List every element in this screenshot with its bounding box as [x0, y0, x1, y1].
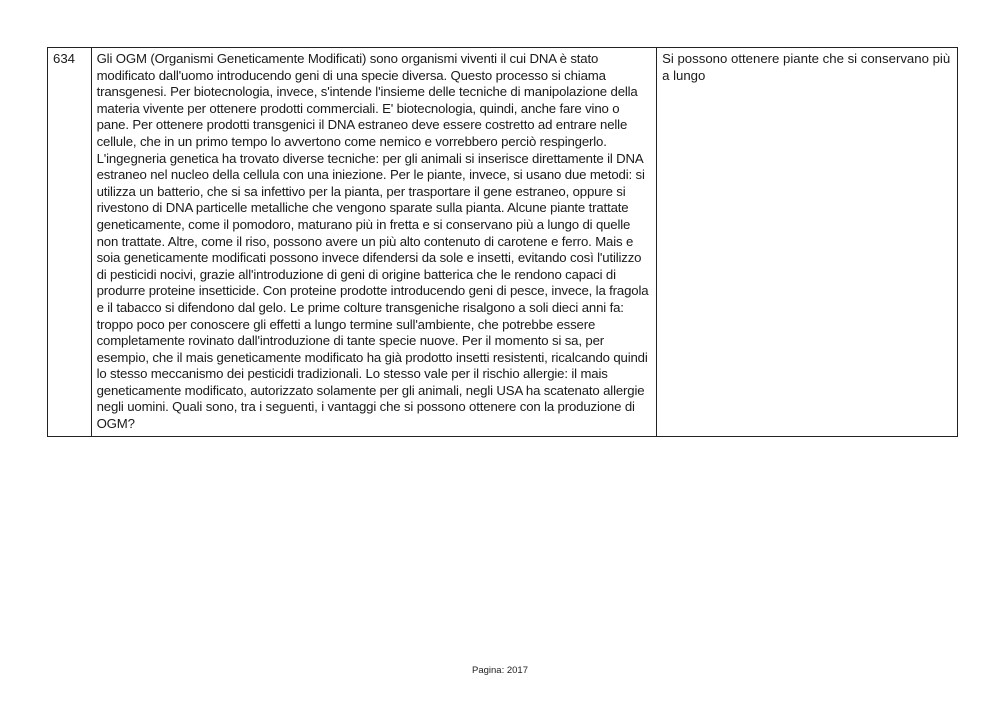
page-footer: Pagina: 2017: [472, 665, 528, 676]
table-row: [48, 48, 958, 437]
question-table: [47, 47, 958, 437]
question-text: Gli OGM (Organismi Geneticamente Modificati) sono organismi viventi il cui DNA è stato modificato dall'uomo introducendo geni di una specie diversa. Questo processo si chiama transgenesi. Per biotecnologia, invece, s'intende l'insieme delle tecniche di manipolazione della materia vivente per ottenere prodotti commerciali. E' biotecnologia, quindi, anche fare vino o pane. Per ottenere prodotti transgenici il DNA estraneo deve essere costretto ad entrare nelle cellule, che in un primo tempo lo avvertono come nemico e vorrebbero perciò respingerlo. L'ingegneria genetica ha trovato diverse tecniche: per gli animali si inserisce direttamente il DNA estraneo nel nucleo della cellula con una iniezione. Per le piante, invece, si usano due metodi: si utilizza un batterio, che si sa infettivo per la pianta, per trasportare il gene estraneo, oppure si rivestono di DNA particelle metalliche che vengono sparate sulla pianta. Alcune piante trattate geneticamente, come il pomodoro, maturano più in fretta e si conservano più a lungo di quelle non trattate. Altre, come il riso, possono avere un più alto contenuto di carotene e ferro. Mais e soia geneticamente modificati possono invece difendersi da sole e insetti, evitando così l'utilizzo di pesticidi nocivi, grazie all'introduzione di geni di origine batterica che le rendono capaci di produrre proteine insetticide. Con proteine prodotte introducendo geni di pesce, invece, la fragola e il tabacco si difendono dal gelo. Le prime colture transgeniche risalgono a soli dieci anni fa: troppo poco per conoscere gli effetti a lungo termine sull'ambiente, che potrebbe essere completamente rovinato dall'introduzione di tante specie nuove. Per il momento si sa, per esempio, che il mais geneticamente modificato ha già prodotto insetti resistenti, ricalcando quindi lo stesso meccanismo dei pesticidi tradizionali. Lo stesso vale per il rischio allergie: il mais geneticamente modificato, autorizzato solamente per gli animali, negli USA ha scatenato allergie negli uomini. Quali sono, tra i seguenti, i vantaggi che si possono ottenere con la produzione di OGM?: [91, 48, 657, 437]
question-number: 634: [48, 48, 92, 437]
answer-text: Si possono ottenere piante che si conservano più a lungo: [657, 48, 958, 437]
